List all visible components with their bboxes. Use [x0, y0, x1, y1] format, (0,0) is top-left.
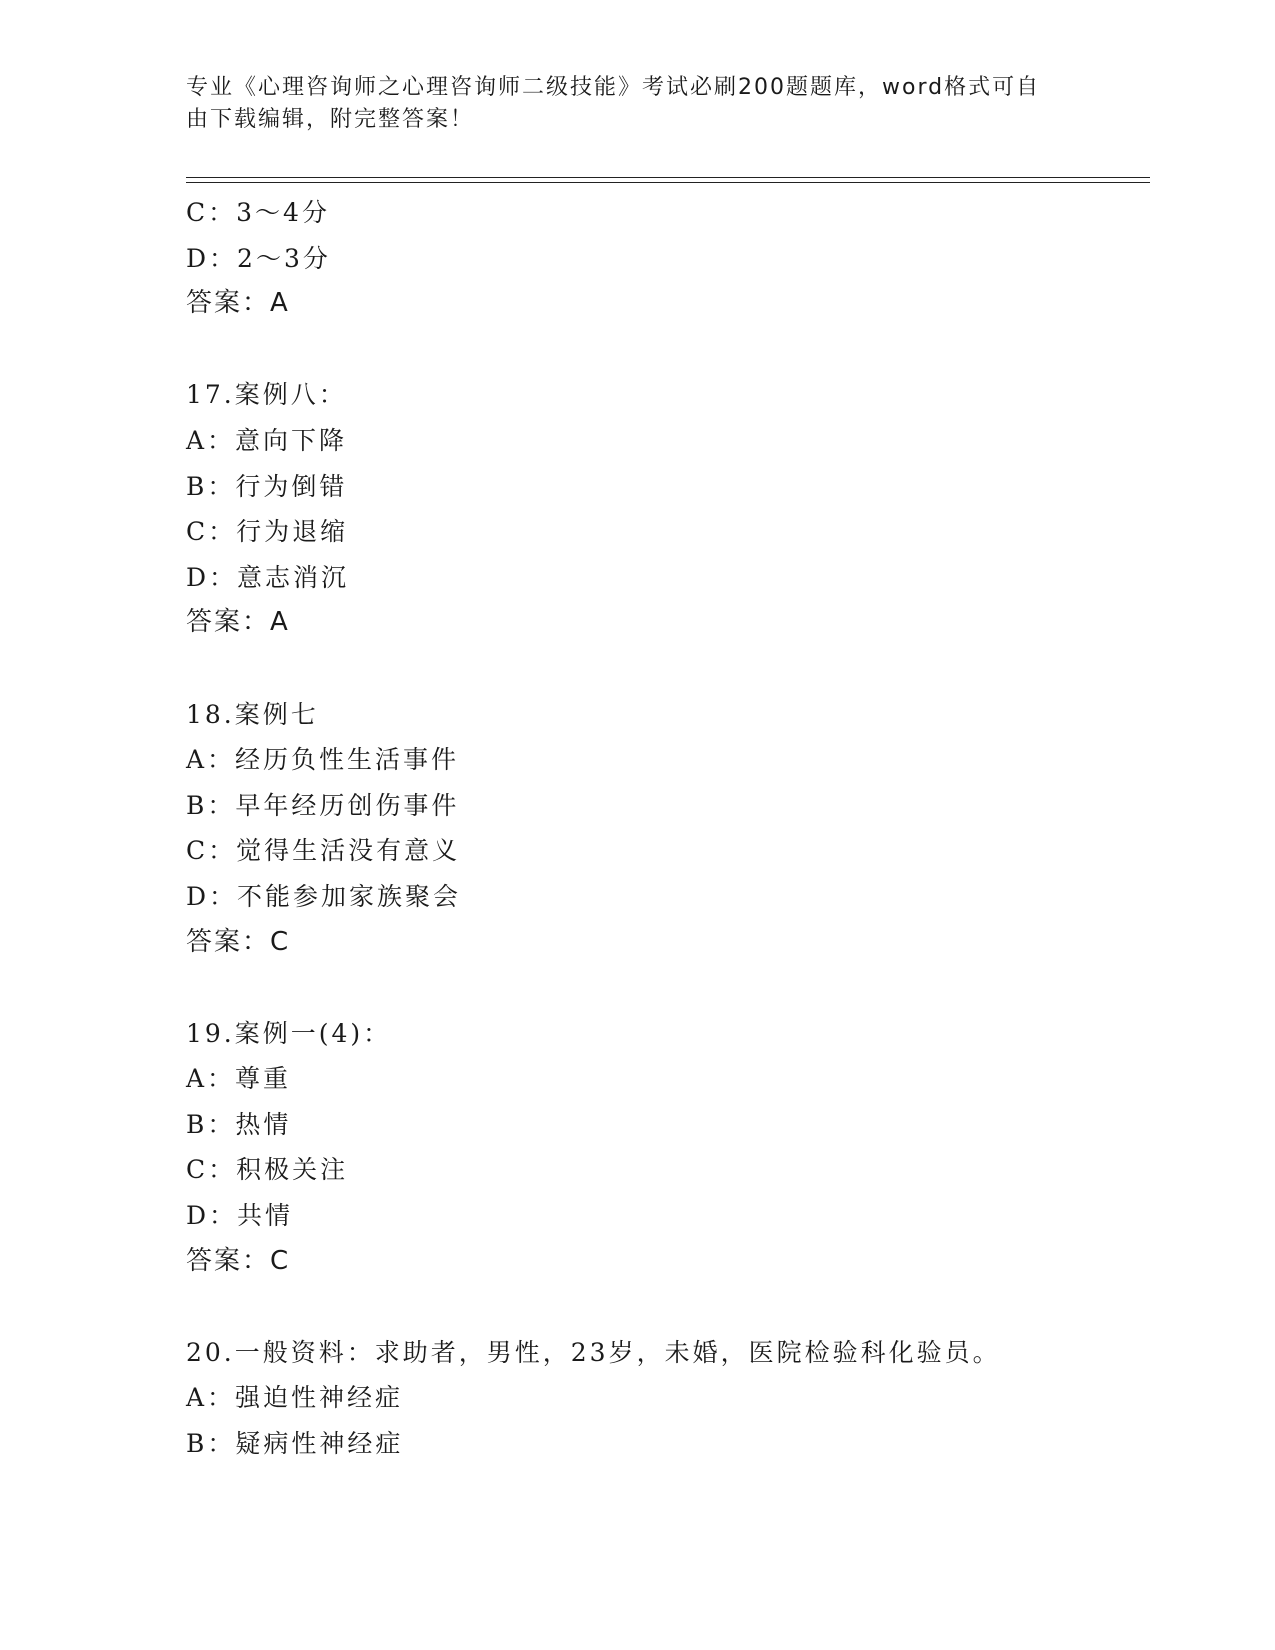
option-line: D：2～3分 — [186, 243, 331, 273]
spacer — [186, 1284, 1146, 1330]
header-divider-top — [186, 177, 1150, 178]
question-19-title: 19.案例一(4)： — [186, 1018, 392, 1048]
option-line: B：行为倒错 — [186, 471, 348, 501]
option-line: A：意向下降 — [186, 425, 348, 455]
spacer — [186, 327, 1146, 373]
spacer — [186, 646, 1146, 692]
question-content — [186, 190, 1146, 1467]
option-line: B：早年经历创伤事件 — [186, 790, 460, 820]
header-line-1: 专业《心理咨询师之心理咨询师二级技能》考试必刷200题题库，word格式可自 — [186, 75, 1041, 100]
header-divider-bottom — [186, 182, 1150, 183]
option-line: C：觉得生活没有意义 — [186, 836, 461, 866]
option-line: C：积极关注 — [186, 1155, 349, 1185]
spacer — [186, 965, 1146, 1011]
option-line: B：疑病性神经症 — [186, 1429, 404, 1459]
question-17-title: 17.案例八： — [186, 380, 347, 410]
option-line: C：行为退缩 — [186, 517, 349, 547]
option-line: D：意志消沉 — [186, 562, 350, 592]
question-18-title: 18.案例七 — [186, 699, 319, 729]
option-line: A：强迫性神经症 — [186, 1383, 404, 1413]
answer-line: 答案：A — [186, 607, 290, 638]
answer-line: 答案：C — [186, 926, 291, 957]
header-line-2: 由下载编辑，附完整答案！ — [186, 107, 475, 132]
option-line: A：尊重 — [186, 1064, 292, 1094]
document-header — [186, 72, 1086, 136]
question-20-title: 20.一般资料：求助者，男性，23岁，未婚，医院检验科化验员。 — [186, 1337, 1001, 1367]
option-line: A：经历负性生活事件 — [186, 745, 460, 775]
option-line: D：不能参加家族聚会 — [186, 881, 462, 911]
option-line: D：共情 — [186, 1201, 294, 1231]
answer-line: 答案：A — [186, 288, 290, 319]
option-line: C：3～4分 — [186, 198, 330, 227]
option-line: B：热情 — [186, 1109, 292, 1139]
answer-line: 答案：C — [186, 1245, 291, 1276]
